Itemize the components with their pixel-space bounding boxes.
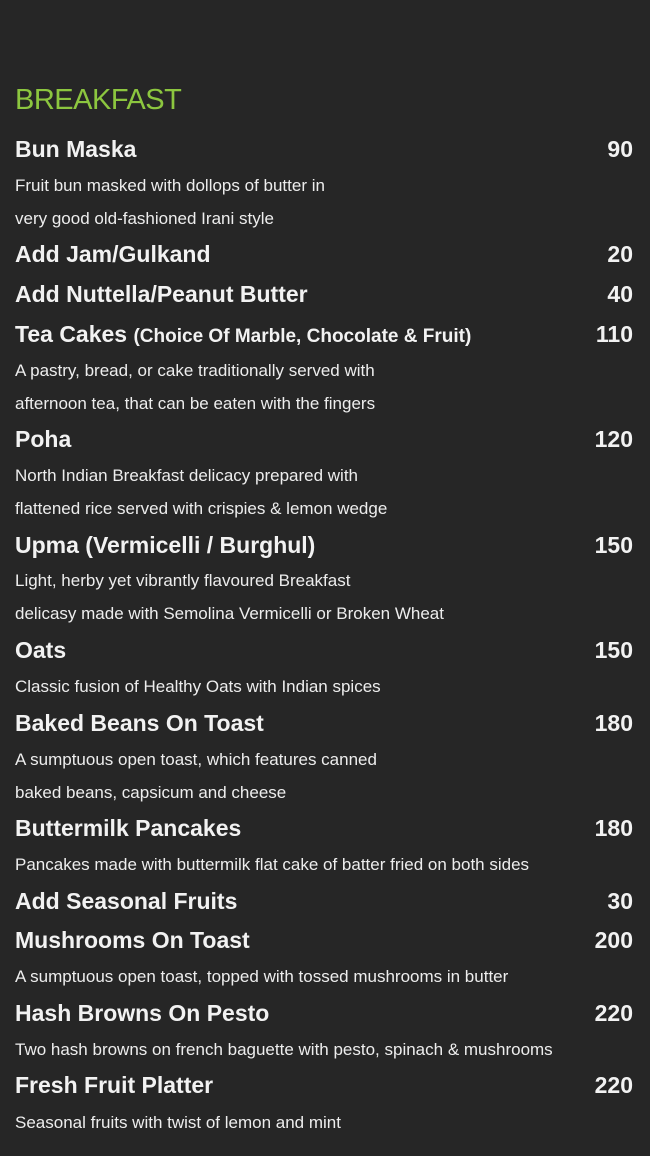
item-name: Add Jam/Gulkand (15, 241, 211, 267)
item-price: 90 (607, 136, 633, 162)
item-description: Two hash browns on french baguette with pesto, spinach & mushrooms (15, 1040, 553, 1059)
item-description: flattened rice served with crispies & lemon wedge (15, 499, 388, 518)
item-price: 40 (607, 281, 633, 307)
item-description: North Indian Breakfast delicacy prepared with (15, 466, 359, 485)
item-description: Seasonal fruits with twist of lemon and mint (15, 1113, 341, 1132)
menu-item-row (15, 319, 633, 352)
item-price: 180 (594, 710, 633, 736)
item-description: Fruit bun masked with dollops of butter in (15, 176, 325, 195)
item-name-main: Tea Cakes (15, 321, 128, 347)
item-description: A sumptuous open toast, topped with tossed mushrooms in butter (15, 967, 509, 986)
item-description: A pastry, bread, or cake traditionally served with (15, 361, 375, 380)
item-price: 110 (595, 321, 633, 347)
item-price: 30 (607, 888, 633, 914)
menu-item-row (15, 239, 633, 269)
menu-item-row (15, 1070, 633, 1100)
item-description: afternoon tea, that can be eaten with the fingers (15, 394, 376, 413)
item-description: Light, herby yet vibrantly flavoured Breakfast (15, 571, 351, 590)
item-name (15, 319, 471, 352)
item-price: 120 (594, 426, 633, 452)
item-name: Fresh Fruit Platter (15, 1072, 214, 1098)
menu-item-row (15, 279, 633, 309)
menu-item-row (15, 424, 633, 454)
item-description: Pancakes made with buttermilk flat cake of batter fried on both sides (15, 855, 530, 874)
item-description: A sumptuous open toast, which features canned (15, 750, 377, 769)
menu-item-row (15, 813, 633, 843)
item-price: 150 (594, 637, 633, 663)
item-name: Bun Maska (15, 136, 137, 162)
menu-item-row (15, 530, 633, 560)
item-price: 180 (594, 815, 633, 841)
item-price: 220 (594, 1000, 633, 1026)
item-description: baked beans, capsicum and cheese (15, 783, 287, 802)
menu-item-row (15, 708, 633, 738)
item-price: 20 (607, 241, 633, 267)
menu-item-row (15, 886, 633, 916)
item-name: Poha (15, 426, 72, 452)
item-name: Mushrooms On Toast (15, 927, 250, 953)
menu-item-row (15, 998, 633, 1028)
item-name: Add Seasonal Fruits (15, 888, 238, 914)
item-name: Hash Browns On Pesto (15, 1000, 270, 1026)
item-name-subtitle: (Choice Of Marble, Chocolate & Fruit) (133, 326, 472, 347)
item-price: 150 (594, 532, 633, 558)
item-name: Add Nuttella/Peanut Butter (15, 281, 308, 307)
section-title: BREAKFAST (15, 84, 182, 116)
item-description: Classic fusion of Healthy Oats with Indian spices (15, 677, 381, 696)
item-name: Buttermilk Pancakes (15, 815, 242, 841)
item-name: Oats (15, 637, 67, 663)
menu-item-row (15, 134, 633, 164)
item-description: delicasy made with Semolina Vermicelli or Broken Wheat (15, 604, 444, 623)
breakfast-menu (15, 0, 633, 1156)
item-price: 200 (594, 927, 633, 953)
item-price: 220 (594, 1072, 633, 1098)
item-name: Baked Beans On Toast (15, 710, 264, 736)
item-name: Upma (Vermicelli / Burghul) (15, 532, 316, 558)
menu-item-row (15, 925, 633, 955)
menu-item-row (15, 635, 633, 665)
item-description: very good old-fashioned Irani style (15, 209, 274, 228)
